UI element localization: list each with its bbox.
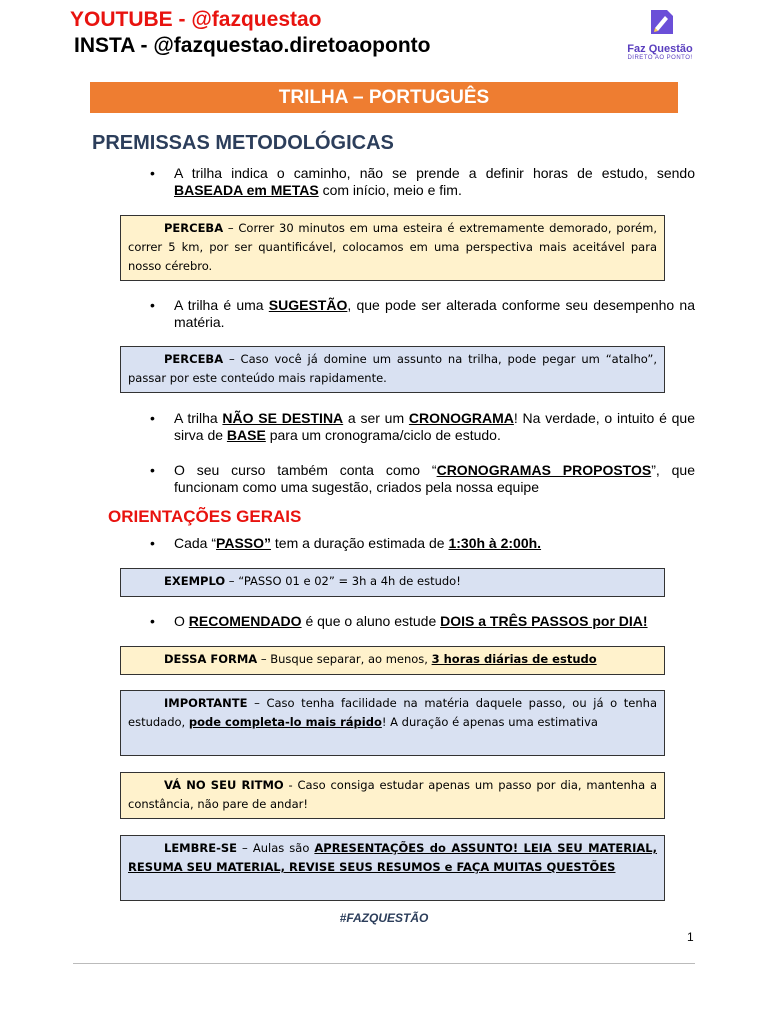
note-box: PERCEBA – Correr 30 minutos em uma esteira é extremamente demorado, porém, correr 5 km, por ser quantificável, colocamos em uma perspectiva mais aceitável para nosso cérebro.	[120, 215, 665, 281]
list-item-text: O seu curso também conta como “CRONOGRAMAS PROPOSTOS”, que funcionam como uma sugestão, criados pela nossa equipe	[174, 462, 695, 495]
bullet-icon: •	[150, 297, 155, 313]
list-item-text: A trilha é uma SUGESTÃO, que pode ser alterada conforme seu desempenho na matéria.	[174, 297, 695, 330]
note-box: VÁ NO SEU RITMO - Caso consiga estudar apenas um passo por dia, mantenha a constância, não pare de andar!	[120, 772, 665, 819]
note-box: IMPORTANTE – Caso tenha facilidade na matéria daquele passo, ou já o tenha estudado, pode completa-lo mais rápido! A duração é apenas uma estimativa	[120, 690, 665, 756]
note-box: EXEMPLO – “PASSO 01 e 02” = 3h a 4h de estudo!	[120, 568, 665, 597]
section-heading-premissas: PREMISSAS METODOLÓGICAS	[92, 132, 394, 154]
page-number: 1	[687, 930, 694, 944]
bullet-icon: •	[150, 462, 155, 478]
logo-brand-text: Faz Questão	[627, 43, 693, 55]
bullet-icon: •	[150, 613, 155, 629]
list-item-text: A trilha indica o caminho, não se prende a definir horas de estudo, sendo BASEADA em METAS com início, meio e fim.	[174, 165, 695, 198]
bullet-icon: •	[150, 165, 155, 181]
note-box: DESSA FORMA – Busque separar, ao menos, 3 horas diárias de estudo	[120, 646, 665, 675]
brand-logo-icon	[645, 8, 675, 36]
youtube-handle: YOUTUBE - @fazquestao	[70, 8, 322, 31]
footer-divider	[73, 963, 695, 964]
bullet-icon: •	[150, 535, 155, 551]
logo-tagline: DIRETO AO PONTO!	[627, 55, 693, 61]
instagram-handle: INSTA - @fazquestao.diretoaoponto	[74, 34, 431, 57]
list-item-text: A trilha NÃO SE DESTINA a ser um CRONOGRAMA! Na verdade, o intuito é que sirva de BASE para um cronograma/ciclo de estudo.	[174, 410, 695, 443]
section-heading-orientacoes: ORIENTAÇÕES GERAIS	[108, 507, 302, 526]
list-item-text: Cada “PASSO” tem a duração estimada de 1:30h à 2:00h.	[174, 535, 542, 551]
page-title-banner: TRILHA – PORTUGUÊS	[90, 82, 678, 113]
list-item-text: O RECOMENDADO é que o aluno estude DOIS a TRÊS PASSOS por DIA!	[174, 613, 648, 629]
note-box: PERCEBA – Caso você já domine um assunto na trilha, pode pegar um “atalho”, passar por este conteúdo mais rapidamente.	[120, 346, 665, 393]
logo	[620, 8, 700, 60]
bullet-icon: •	[150, 410, 155, 426]
note-box: LEMBRE-SE – Aulas são APRESENTAÇÕES do ASSUNTO! LEIA SEU MATERIAL, RESUMA SEU MATERIAL, REVISE SEUS RESUMOS e FAÇA MUITAS QUESTÕES	[120, 835, 665, 901]
footer-hashtag: #FAZQUESTÃO	[339, 911, 429, 925]
